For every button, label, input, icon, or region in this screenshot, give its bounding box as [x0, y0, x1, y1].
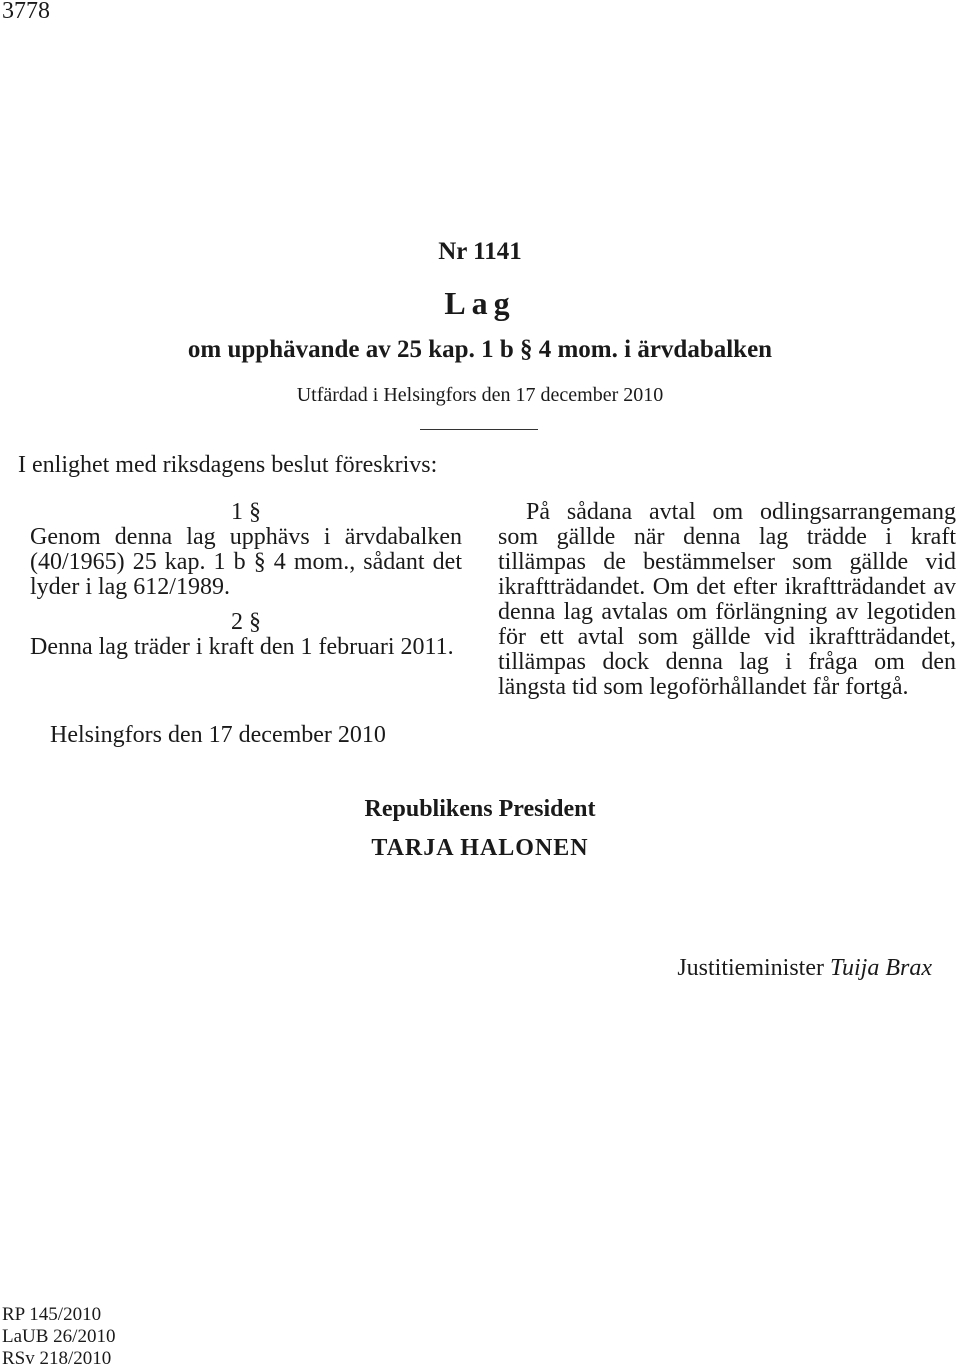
- transitional-provision-text: På sådana avtal om odlingsarrangemang som gällde när denna lag trädde i kraft tillämpas de bestämmelser som gällde vid ikraftträdandet. Om det efter ikraftträdandet av denna lag avtalas om förlängning av legotiden för ett avtal som gällde vid ikraftträdandet, tillämpas dock denna lag i fråga om den längsta tid som legoförhållandet får fortgå.: [498, 499, 956, 700]
- minister-name: Tuija Brax: [829, 955, 932, 981]
- minister-signature: [677, 955, 932, 982]
- right-column: [498, 500, 956, 700]
- issued-line: Utfärdad i Helsingfors den 17 december 2010: [296, 384, 664, 406]
- document-subtitle: om upphävande av 25 kap. 1 b § 4 mom. i ärvdabalken: [187, 336, 773, 363]
- place-date: Helsingfors den 17 december 2010: [50, 722, 386, 748]
- reference-government-proposal: RP 145/2010: [2, 1304, 102, 1325]
- header-divider: [420, 429, 538, 430]
- left-column: [30, 500, 462, 660]
- legislative-references: [2, 1304, 115, 1370]
- document-number: Nr 1141: [438, 238, 522, 265]
- section-heading-2: 2 §: [231, 609, 261, 635]
- page-number: 3778: [2, 0, 50, 24]
- section-text-1: Genom denna lag upphävs i ärvdabalken (40/1965) 25 kap. 1 b § 4 mom., sådant det lyder i lag 612/1989.: [30, 524, 462, 600]
- president-name: TARJA HALONEN: [371, 835, 589, 861]
- reference-parliament-reply: RSv 218/2010: [2, 1348, 112, 1369]
- reference-committee-report: LaUB 26/2010: [2, 1326, 116, 1347]
- minister-title: Justitieminister: [677, 955, 824, 981]
- president-title: Republikens President: [364, 796, 596, 822]
- section-heading-1: 1 §: [231, 499, 261, 525]
- document-title: Lag: [444, 285, 516, 321]
- enactment-clause: I enlighet med riksdagens beslut föreskrivs:: [18, 452, 438, 478]
- section-text-2: Denna lag träder i kraft den 1 februari 2011.: [30, 634, 454, 660]
